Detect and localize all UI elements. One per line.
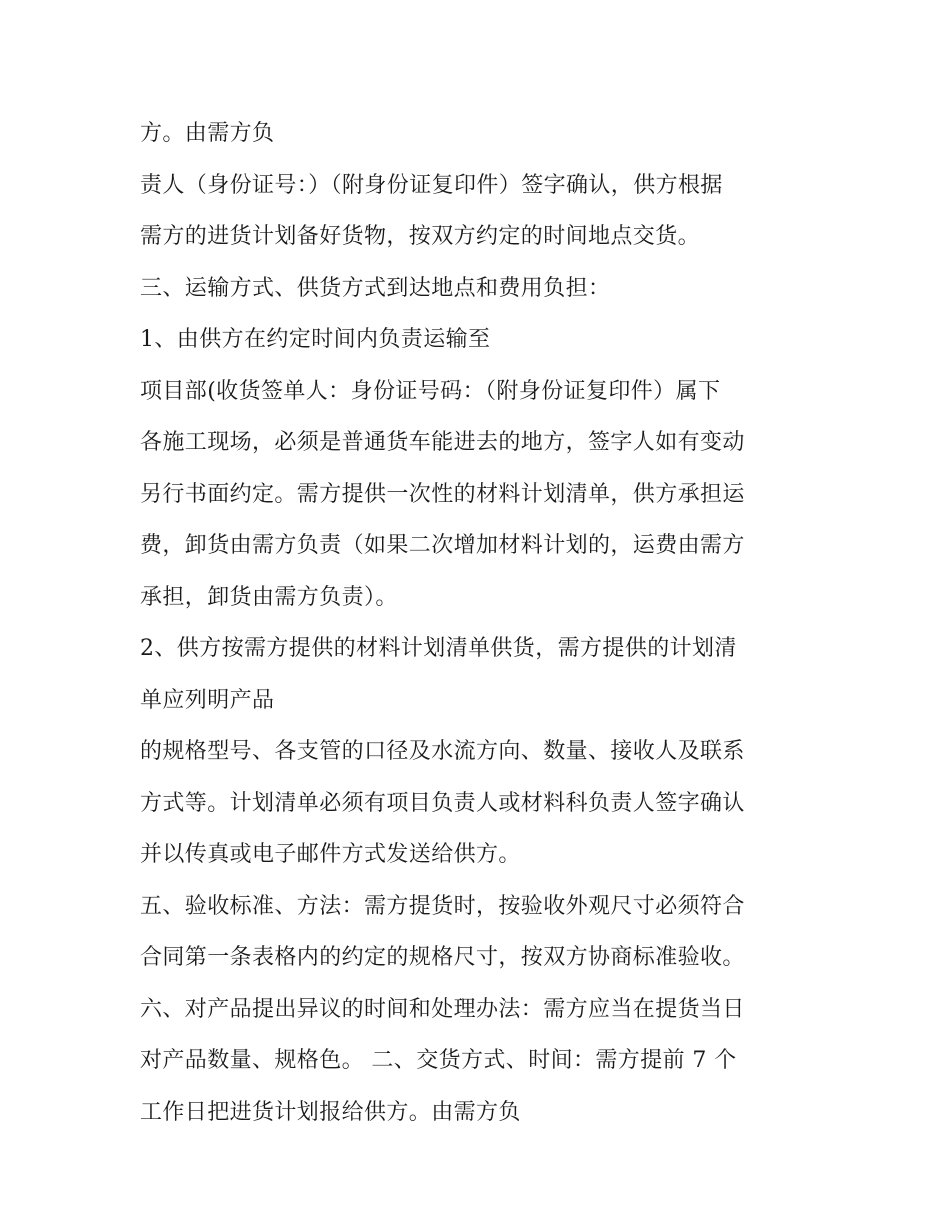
- text-line: 另行书面约定。需方提供一次性的材料计划清单，供方承担运: [140, 481, 745, 507]
- text-line: 单应列明产品: [140, 687, 275, 713]
- text-line: 项目部(收货签单人：身份证号码：（附身份证复印件）属下: [140, 378, 721, 404]
- text-line: 各施工现场，必须是普通货车能进去的地方，签字人如有变动: [140, 430, 745, 455]
- text-line: 的规格型号、各支管的口径及水流方向、数量、接收人及联系: [140, 739, 745, 764]
- text-line: 需方的进货计划备好货物，按双方约定的时间地点交货。: [140, 224, 701, 249]
- text-line: 费，卸货由需方负责（如果二次增加材料计划的，运费由需方: [140, 533, 745, 558]
- text-line: 合同第一条表格内的约定的规格尺寸，按双方协商标准验收。: [140, 945, 745, 970]
- text-line: 方。由需方负: [140, 121, 275, 146]
- text-line: 工作日把进货计划报给供方。由需方负: [140, 1099, 521, 1125]
- section-heading: 五、验收标准、方法：需方提货时，按验收外观尺寸必须符合: [140, 893, 745, 919]
- text-line: 方式等。计划清单必须有项目负责人或材料科负责人签字确认: [140, 790, 745, 816]
- text-line: 2、供方按需方提供的材料计划清单供货，需方提供的计划清: [140, 636, 737, 661]
- section-heading: 三、运输方式、供货方式到达地点和费用负担：: [140, 275, 611, 301]
- text-line: 并以传真或电子邮件方式发送给供方。: [140, 842, 521, 867]
- document-body: [140, 108, 820, 1138]
- text-line: 责人（身份证号：）（附身份证复印件）签字确认，供方根据: [140, 172, 723, 198]
- text-line: 对产品数量、规格色。 二、交货方式、时间：需方提前 7 个: [140, 1048, 737, 1073]
- section-heading: 六、对产品提出异议的时间和处理办法：需方应当在提货当日: [140, 996, 745, 1022]
- text-line: 1、由供方在约定时间内负责运输至: [140, 327, 491, 352]
- text-line: 承担，卸货由需方负责）。: [140, 584, 398, 610]
